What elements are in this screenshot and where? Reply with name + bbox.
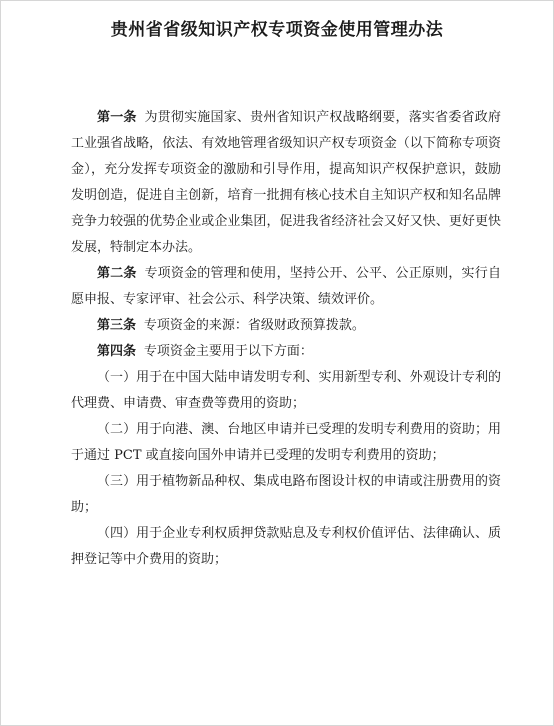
article-label: 第四条 — [97, 344, 137, 359]
list-item: （一）用于在中国大陆申请发明专利、实用新型专利、外观设计专利的代理费、申请费、审查费等费用的资助； — [71, 370, 501, 411]
article-label: 第二条 — [97, 266, 137, 281]
document-title: 贵州省省级知识产权专项资金使用管理办法 — [110, 20, 444, 40]
article-2 — [71, 261, 501, 313]
article-label: 第一条 — [97, 110, 137, 125]
list-item: （四）用于企业专利权质押贷款贴息及专利权价值评估、法律确认、质押登记等中介费用的资助； — [71, 526, 501, 567]
article-text: 专项资金的来源：省级财政预算拨款。 — [143, 318, 365, 333]
article-3 — [71, 313, 501, 339]
article-4 — [71, 339, 501, 365]
article-text: 专项资金主要用于以下方面： — [143, 344, 313, 359]
document-body — [71, 105, 501, 573]
list-item: （三）用于植物新品种权、集成电路布图设计权的申请或注册费用的资助； — [71, 474, 501, 515]
article-text: 专项资金的管理和使用，坚持公开、公平、公正原则，实行自愿申报、专家评审、社会公示、科学决策、绩效评价。 — [71, 266, 501, 307]
article-label: 第三条 — [97, 318, 137, 333]
article-text: 为贯彻实施国家、贵州省知识产权战略纲要，落实省委省政府工业强省战略，依法、有效地管理省级知识产权专项资金（以下简称专项资金），充分发挥专项资金的激励和引导作用，提高知识产权保护意识，鼓励发明创造，促进自主创新，培育一批拥有核心技术自主知识产权和知名品牌竞争力较强的优势企业或企业集团，促进我省经济社会又好又快、更好更快发展，特制定本办法。 — [71, 110, 501, 255]
list-item: （二）用于向港、澳、台地区申请并已受理的发明专利费用的资助；用于通过 PCT 或直接向国外申请并已受理的发明专利费用的资助； — [71, 422, 501, 463]
article-1 — [71, 105, 501, 261]
